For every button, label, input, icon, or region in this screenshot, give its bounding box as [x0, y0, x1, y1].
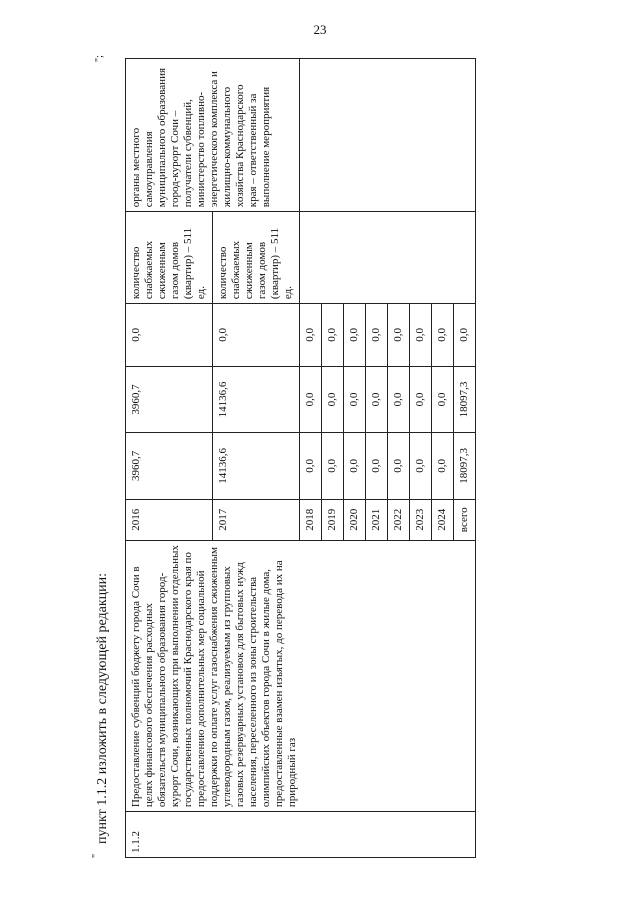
- other-sources-cell: 0,0: [213, 304, 300, 367]
- regional-budget-cell: 3960,7: [126, 366, 213, 432]
- year-cell: 2019: [322, 499, 344, 540]
- indicator-empty-cell: [300, 212, 476, 304]
- other-sources-cell: 0,0: [454, 304, 476, 367]
- other-sources-cell: 0,0: [344, 304, 366, 367]
- rotated-content: [91, 55, 515, 858]
- regional-budget-cell: 0,0: [432, 366, 454, 432]
- total-cell: 0,0: [410, 433, 432, 499]
- executor-empty-cell: [300, 59, 476, 212]
- other-sources-cell: 0,0: [126, 304, 213, 367]
- regional-budget-cell: 0,0: [300, 366, 322, 432]
- regional-budget-cell: 14136,6: [213, 366, 300, 432]
- year-cell: 2020: [344, 499, 366, 540]
- regional-budget-cell: 0,0: [410, 366, 432, 432]
- measures-table: [125, 58, 476, 858]
- year-cell: 2021: [366, 499, 388, 540]
- other-sources-cell: 0,0: [432, 304, 454, 367]
- page-number: 23: [313, 22, 327, 37]
- other-sources-cell: 0,0: [300, 304, 322, 367]
- total-cell: 0,0: [432, 433, 454, 499]
- other-sources-cell: 0,0: [388, 304, 410, 367]
- total-cell: 18097,3: [454, 433, 476, 499]
- total-cell: 14136,6: [213, 433, 300, 499]
- indicator-cell: количество снабжаемых сжиженным газом домов (квартир) – 511 ед.: [126, 212, 213, 304]
- total-cell: 0,0: [344, 433, 366, 499]
- total-cell: 0,0: [388, 433, 410, 499]
- executor-cell: органы местного самоуправления муниципального образования город-курорт Сочи – получатели субвенций, министерство топливно-энергетического комплекса и жилищно-коммунального хозяйства Краснодарского края – ответственный за выполнение мероприятия: [126, 59, 300, 212]
- regional-budget-cell: 18097,3: [454, 366, 476, 432]
- year-cell: всего: [454, 499, 476, 540]
- total-cell: 3960,7: [126, 433, 213, 499]
- opening-quote: ": [91, 853, 102, 858]
- table-row: [126, 59, 213, 858]
- regional-budget-cell: 0,0: [366, 366, 388, 432]
- year-cell: 2022: [388, 499, 410, 540]
- total-cell: 0,0: [300, 433, 322, 499]
- year-cell: 2023: [410, 499, 432, 540]
- row-number: 1.1.2: [126, 812, 476, 858]
- total-cell: 0,0: [322, 433, 344, 499]
- amendment-heading: пункт 1.1.2 изложить в следующей редакции:: [95, 573, 110, 844]
- other-sources-cell: 0,0: [410, 304, 432, 367]
- closing-quote: ";: [94, 55, 105, 62]
- measure-name: Предоставление субвенций бюджету города Сочи в целях финансового обеспечения расходных обязательств муниципального образования город-курорт Сочи, возникающих при выполнении отдельных государственных полномочий Краснодарского края по предоставлению дополнительных мер социальной поддержки по оплате услуг газоснабжения сжиженным углеводородным газом, реализуемым из групповых газовых резервуарных установок для бытовых нужд населения, переселенного из зоны строительства олимпийских объектов города Сочи в жилые дома, предоставленные взамен изъятых, до перевода их на природный газ: [126, 540, 476, 811]
- indicator-cell: количество снабжаемых сжиженным газом домов (квартир) – 511 ед.: [213, 212, 300, 304]
- other-sources-cell: 0,0: [322, 304, 344, 367]
- other-sources-cell: 0,0: [366, 304, 388, 367]
- regional-budget-cell: 0,0: [344, 366, 366, 432]
- year-cell: 2018: [300, 499, 322, 540]
- year-cell: 2024: [432, 499, 454, 540]
- regional-budget-cell: 0,0: [388, 366, 410, 432]
- total-cell: 0,0: [366, 433, 388, 499]
- regional-budget-cell: 0,0: [322, 366, 344, 432]
- year-cell: 2016: [126, 499, 213, 540]
- year-cell: 2017: [213, 499, 300, 540]
